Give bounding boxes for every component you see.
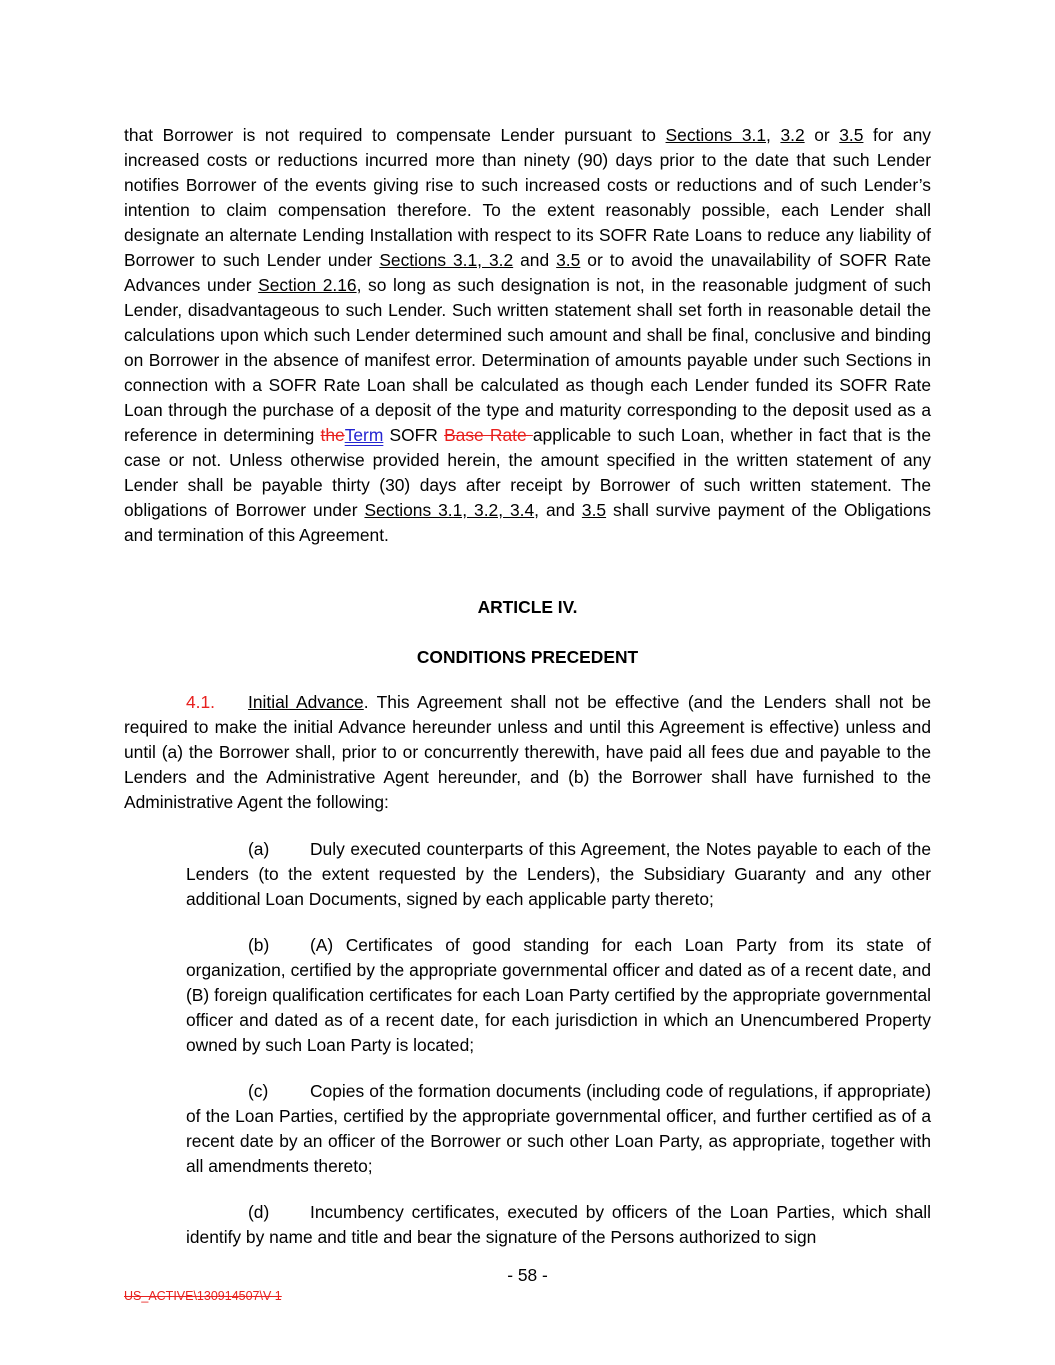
list-item bbox=[186, 1200, 931, 1250]
list-item-text: Duly executed counterparts of this Agreement, the Notes payable to each of the Lenders (to the extent requested by the Lenders), the Subsidiary Guaranty and any other additional Loan Documents, signed by each applicable party thereto; bbox=[186, 839, 931, 909]
text-run: , bbox=[766, 125, 781, 145]
section-number: 4.1. bbox=[186, 692, 216, 712]
text-run: and bbox=[513, 250, 557, 270]
section-reference: Sections 3.1, 3.2 bbox=[379, 250, 514, 270]
list-item bbox=[186, 1079, 931, 1179]
article-title: ARTICLE IV. bbox=[477, 597, 578, 617]
text-run: , and bbox=[534, 500, 582, 520]
paragraph-continued bbox=[124, 123, 931, 548]
text-run: shall survive payment of the Obligations and termination of this Agreement. bbox=[124, 500, 931, 545]
section-reference: Section 2.16 bbox=[258, 275, 357, 295]
text-run: or to avoid the unavailability of SOFR Rate Advances under bbox=[124, 250, 931, 295]
list-marker: (d) bbox=[248, 1202, 270, 1222]
text-run: that Borrower is not required to compensate Lender pursuant to bbox=[124, 125, 666, 145]
text-run: applicable to such Loan, whether in fact that is the case or not. Unless otherwise provided herein, the amount specified in the written statement of any Lender shall be payable thirty (30) days after receipt by Borrower of such written statement. The obligations of Borrower under bbox=[124, 425, 931, 520]
text-run: or bbox=[804, 125, 840, 145]
list-marker: (b) bbox=[248, 935, 270, 955]
section-reference: 3.5 bbox=[839, 125, 864, 145]
deleted-text: the bbox=[320, 425, 345, 445]
list-item bbox=[186, 933, 931, 1058]
deleted-text: Base Rate bbox=[444, 425, 533, 445]
section-reference: 3.5 bbox=[581, 500, 607, 520]
document-id-footer: US_ACTIVE\130914507\V-1 bbox=[124, 1289, 282, 1303]
list-item bbox=[186, 837, 931, 912]
page-number: - 58 - bbox=[507, 1265, 548, 1285]
list-item-text: (A) Certificates of good standing for each Loan Party from its state of organization, certified by the appropriate governmental officer and dated as of a recent date, and (B) foreign qualification certificates for each Loan Party certified by the appropriate governmental officer and dated as of a recent date, for each jurisdiction in which an Unencumbered Property owned by such Loan Party is located; bbox=[186, 935, 931, 1055]
section-text: . This Agreement shall not be effective (and the Lenders shall not be required to make the initial Advance hereunder unless and until this Agreement is effective) unless and until (a) the Borrower shall, prior to or concurrently therewith, have paid all fees due and payable to the Lenders and the Administrative Agent hereunder, and (b) the Borrower shall have furnished to the Administrative Agent the following: bbox=[124, 692, 931, 812]
text-run: for any increased costs or reductions incurred more than ninety (90) days prior to the date that such Lender notifies Borrower of the events giving rise to such increased costs or reductions and of such Lender’s intention to claim compensation therefore. To the extent reasonably possible, each Lender shall designate an alternate Lending Installation with respect to its SOFR Rate Loans to reduce any liability of Borrower to such Lender under bbox=[124, 125, 931, 270]
section-reference: Sections 3.1, 3.2, 3.4 bbox=[364, 500, 535, 520]
list-marker: (c) bbox=[248, 1081, 269, 1101]
article-subtitle: CONDITIONS PRECEDENT bbox=[416, 647, 639, 667]
section-4-1-paragraph bbox=[124, 690, 931, 815]
section-heading: Initial Advance bbox=[248, 692, 364, 712]
section-reference: Sections 3.1 bbox=[665, 125, 767, 145]
list-item-text: Incumbency certificates, executed by officers of the Loan Parties, which shall identify by name and title and bear the signature of the Persons authorized to sign bbox=[186, 1202, 931, 1247]
inserted-text: Term bbox=[344, 425, 384, 445]
list-marker: (a) bbox=[248, 839, 270, 859]
section-reference: 3.5 bbox=[556, 250, 581, 270]
section-reference: 3.2 bbox=[780, 125, 805, 145]
list-item-text: Copies of the formation documents (including code of regulations, if appropriate) of the Loan Parties, certified by the appropriate governmental officer, and further certified as of a recent date by an officer of the Borrower or such other Loan Party, as appropriate, together with all amendments thereto; bbox=[186, 1081, 931, 1176]
text-run: , so long as such designation is not, in the reasonable judgment of such Lender, disadvantageous to such Lender. Such written statement shall set forth in reasonable detail the calculations upon which such Lender determined such amount and shall be final, conclusive and binding on Borrower in the absence of manifest error. Determination of amounts payable under such Sections in connection with a SOFR Rate Loan shall be calculated as though each Lender funded its SOFR Rate Loan through the purchase of a deposit of the type and maturity corresponding to the deposit used as a reference in determining bbox=[124, 275, 931, 445]
text-run: SOFR bbox=[383, 425, 445, 445]
